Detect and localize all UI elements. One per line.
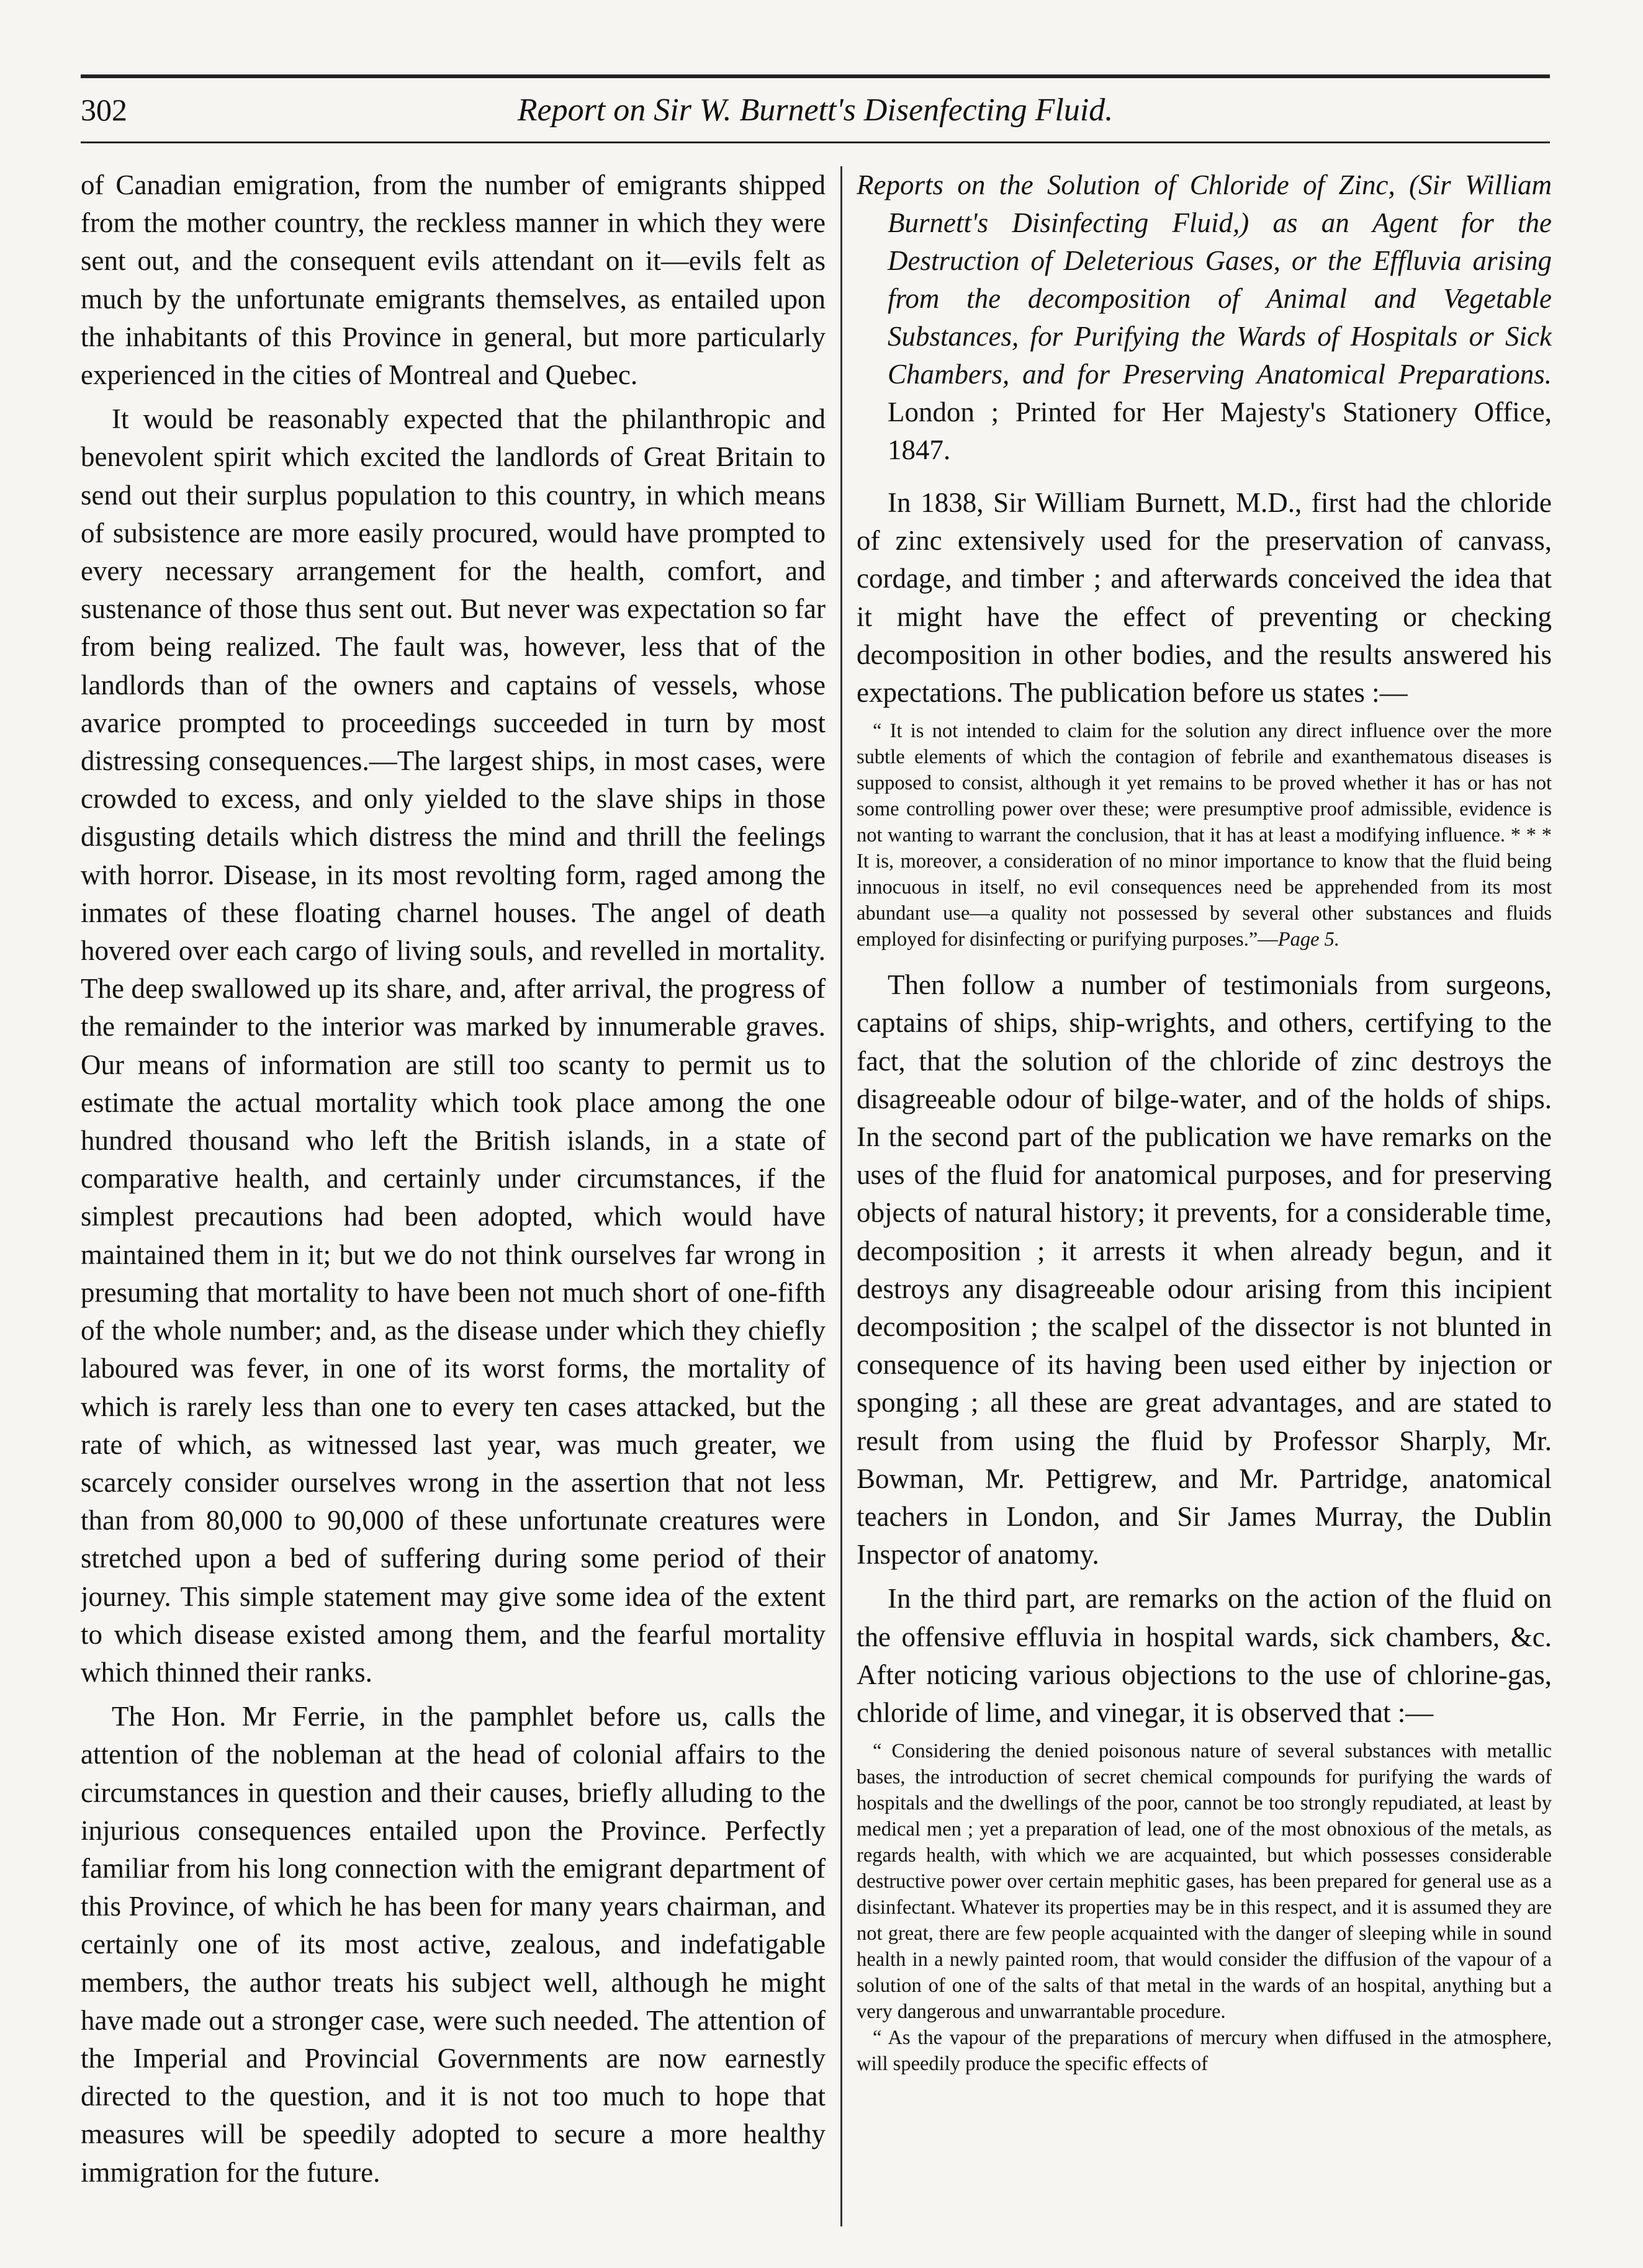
quotation-1-reference: Page 5. (1277, 928, 1340, 951)
review-heading (857, 166, 1552, 469)
page-header (81, 86, 1550, 135)
running-title: Report on Sir W. Burnett's Disenfecting Fluid. (517, 92, 1114, 128)
right-column (857, 166, 1552, 2233)
column-divider (840, 166, 842, 2226)
quotation-1-text: “ It is not intended to claim for the solution any direct influence over the more subtle elements of which the contagion of febrile and exanthematous diseases is supposed to consist, although it yet remains to be proved whether it has or has not some controlling power over these; were presumptive proof admissible, evidence is not wanting to warrant the conclusion, that it has at least a modifying influence. * * * It is, moreover, a consideration of no minor importance to know that the fluid being innocuous in itself, no evil consequences need be apprehended from its most abundant use—a quality not possessed by several other substances and fluids employed for disinfecting or purifying purposes.”— (857, 720, 1552, 951)
left-column (81, 166, 826, 2233)
quotation-3-text: “ As the vapour of the preparations of mercury when diffused in the atmosphere, will speedily produce the specific effects of (857, 2027, 1552, 2076)
top-rule (81, 74, 1550, 78)
left-paragraph-3: The Hon. Mr Ferrie, in the pamphlet before us, calls the attention of the nobleman at the head of colonial affairs to the circumstances in question and their causes, briefly alluding to the injurious consequences entailed upon the Province. Perfectly familiar from his long connection with the emigrant department of this Province, of which he has been for many years chairman, and certainly one of its most active, zealous, and indefatigable members, the author treats his subject well, although he might have made out a stronger case, were such needed. The attention of the Imperial and Provincial Governments are now earnestly directed to the question, and it is not too much to hope that measures will be speedily adopted to secure a more healthy immigration for the future. (81, 1701, 826, 2188)
quotation-2-text: “ Considering the denied poisonous nature of several substances with metallic bases, the introduction of secret chemical compounds for purifying the wards of hospitals and the dwellings of the poor, cannot be too strongly repudiated, at least by medical men ; yet a preparation of lead, one of the most obnoxious of the metals, as regards health, with which we are acquainted, but which possesses considerable destructive power over certain mephitic gases, has been prepared for general use as a disinfectant. Whatever its properties may be in this respect, and it is assumed they are not great, there are few people acquainted with the danger of sleeping while in sound health in a newly painted room, that would consider the diffusion of the vapour of a solution of one of the salts of that metal in the wards of an hospital, anything but a very dangerous and unwarrantable procedure. (857, 1740, 1552, 2024)
quotation-1 (857, 718, 1552, 952)
right-paragraph-1: In 1838, Sir William Burnett, M.D., first had the chloride of zinc extensively used for the preservation of canvass, cordage, and timber ; and afterwards conceived the idea that it might have the effect of preventing or checking decomposition in other bodies, and the results answered his expectations. The publication before us states :— (857, 487, 1552, 709)
left-paragraph-2: It would be reasonably expected that the philanthropic and benevolent spirit which excited the landlords of Great Britain to send out their surplus population to this country, in which means of subsistence are more easily procured, would have prompted to every necessary arrangement for the health, comfort, and sustenance of those thus sent out. But never was expectation so far from being realized. The fault was, however, less that of the landlords than of the owners and captains of vessels, whose avarice prompted to proceedings succeeded in turn by most distressing consequences.—The largest ships, in most cases, were crowded to excess, and only yielded to the slave ships in those disgusting details which distress the mind and thrill the feelings with horror. Disease, in its most revolting form, raged among the inmates of these floating charnel houses. The angel of death hovered over each cargo of living souls, and revelled in mortality. The deep swallowed up its share, and, after arrival, the progress of the remainder to the interior was marked by innumerable graves. Our means of information are still too scanty to permit us to estimate the actual mortality which took place among the one hundred thousand who left the British islands, in a state of comparative health, and certainly under circumstances, if the simplest precautions had been adopted, which would have maintained them in it; but we do not think ourselves far wrong in presuming that mortality to have been not much short of one-fifth of the whole number; and, as the disease under which they chiefly laboured was fever, in one of its worst forms, the mortality of which is rarely less than one to every ten cases attacked, but the rate of which, as witnessed last year, was much greater, we scarcely consider ourselves wrong in the assertion that not less than from 80,000 to 90,000 of these unfortunate creatures were stretched upon a bed of suffering during some period of their journey. This simple statement may give some idea of the extent to which disease existed among them, and the fearful mortality which thinned their ranks. (81, 403, 826, 1688)
right-paragraph-2: Then follow a number of testimonials from surgeons, captains of ships, ship-wrights, and others, certifying to the fact, that the solution of the chloride of zinc destroys the disagreeable odour of bilge-water, and of the holds of ships. In the second part of the publication we have remarks on the uses of the fluid for anatomical purposes, and for preserving objects of natural history; it prevents, for a considerable time, decomposition ; it arrests it when already begun, and it destroys any disagreeable odour arising from this incipient decomposition ; the scalpel of the dissector is not blunted in consequence of its having been used either by injection or sponging ; all these are great advantages, and are stated to result from using the fluid by Professor Sharply, Mr. Bowman, Mr. Pettigrew, and Mr. Partridge, anatomical teachers in London, and Sir James Murray, the Dublin Inspector of anatomy. (857, 969, 1552, 1571)
review-title: Reports on the Solution of Chloride of Zinc, (Sir William Burnett's Disinfecting Fluid,) as an Agent for the Destruction of Deleterious Gases, or the Effluvia arising from the decomposition of Animal and Vegetable Substances, for Purifying the Wards of Hospitals or Sick Chambers, and for Preserving Anatomical Preparations. (857, 169, 1552, 390)
header-rule (81, 141, 1550, 143)
quotation-2 (857, 1738, 1552, 2077)
review-imprint: London ; Printed for Her Majesty's Stationery Office, 1847. (888, 397, 1552, 465)
left-paragraph-1: of Canadian emigration, from the number of emigrants shipped from the mother country, the reckless manner in which they were sent out, and the consequent evils attendant on it—evils felt as much by the unfortunate emigrants themselves, as entailed upon the inhabitants of this Province in general, but more particularly experienced in the cities of Montreal and Quebec. (81, 169, 826, 391)
page-number: 302 (81, 92, 127, 127)
right-paragraph-3: In the third part, are remarks on the action of the fluid on the offensive effluvia in hospital wards, sick chambers, &c. After noticing various objections to the use of chlorine-gas, chloride of lime, and vinegar, it is observed that :— (857, 1583, 1552, 1729)
